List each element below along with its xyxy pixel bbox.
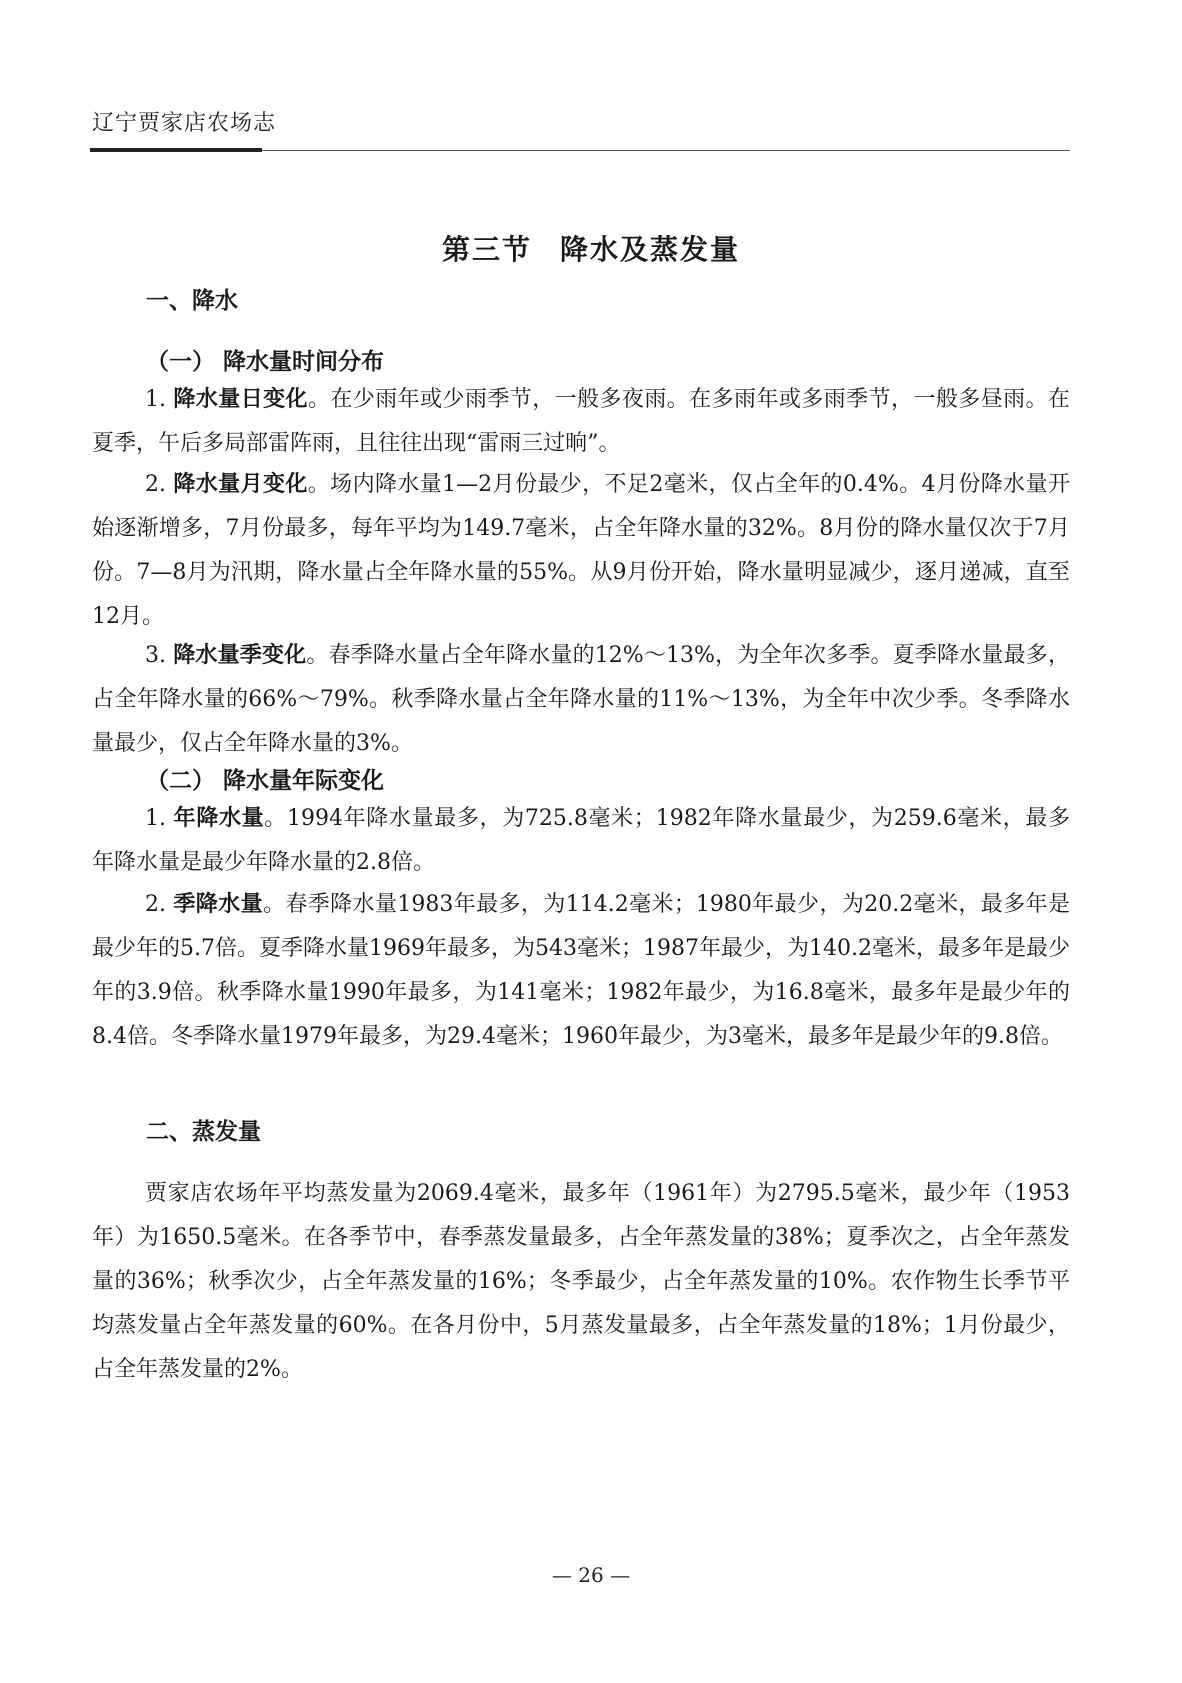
- item-number: 1.: [145, 806, 166, 831]
- item-text: 。场内降水量1—2月份最少，不足2毫米，仅占全年的0.4%。4月份降水量开始逐渐增多，7月份最多，每年平均为149.7毫米，占全年降水量的32%。8月份的降水量仅次于7月份。7—8月为汛期，降水量占全年降水量的55%。从9月份开始，降水量明显减少，逐月递减，直至12月。: [92, 472, 1070, 629]
- page-number: — 26 —: [551, 1563, 631, 1587]
- paragraph-seasonal-change: [92, 633, 1070, 766]
- paragraph-monthly-change: [92, 462, 1070, 639]
- item-term: 降水量季变化: [173, 642, 307, 668]
- item-text: 。春季降水量占全年降水量的12%～13%，为全年次多季。夏季降水量最多，占全年降水量的66%～79%。秋季降水量占全年降水量的11%～13%，为全年中次少季。冬季降水量最少，仅占全年降水量的3%。: [92, 643, 1070, 756]
- item-text: 。在少雨年或少雨季节，一般多夜雨。在多雨年或多雨季节，一般多昼雨。在夏季，午后多局部雷阵雨，且往往出现“雷雨三过晌”。: [92, 387, 1070, 456]
- section-title: [0, 228, 1182, 268]
- item-term: 季降水量: [173, 891, 263, 917]
- paragraph-evaporation: 贾家店农场年平均蒸发量为2069.4毫米，最多年（1961年）为2795.5毫米，最少年（1953年）为1650.5毫米。在各季节中，春季蒸发量最多，占全年蒸发量的38%；夏季次之，占全年蒸发量的36%；秋季次少，占全年蒸发量的16%；冬季最少，占全年蒸发量的10%。农作物生长季节平均蒸发量占全年蒸发量的60%。在各月份中，5月蒸发量最多，占全年蒸发量的18%；1月份最少，占全年蒸发量的2%。: [92, 1181, 1070, 1382]
- header-rule-thick: [90, 148, 262, 152]
- section-name: 降水及蒸发量: [560, 233, 741, 266]
- paragraph-annual-precipitation: [92, 796, 1070, 885]
- item-text: 。春季降水量1983年最多，为114.2毫米；1980年最少，为20.2毫米，最多年是最少年的5.7倍。夏季降水量1969年最多，为543毫米；1987年最少，为140.2毫米，最多年是最少年的3.9倍。秋季降水量1990年最多，为141毫米；1982年最少，为16.8毫米，最多年是最少年的8.4倍。冬季降水量1979年最多，为29.4毫米；1960年最少，为3毫米，最多年是最少年的9.8倍。: [92, 892, 1070, 1049]
- item-term: 降水量日变化: [173, 386, 308, 412]
- item-text: 。1994年降水量最多，为725.8毫米；1982年降水量最少，为259.6毫米，最多年降水量是最少年降水量的2.8倍。: [92, 806, 1070, 875]
- item-number: 2.: [145, 892, 166, 917]
- book-title: 辽宁贾家店农场志: [92, 111, 277, 136]
- subheading-annual-variation: （二） 降水量年际变化: [146, 767, 385, 794]
- item-number: 3.: [145, 643, 166, 668]
- subheading-time-distribution: （一） 降水量时间分布: [146, 348, 385, 375]
- item-term: 年降水量: [173, 805, 265, 831]
- header-rule-thin: [262, 150, 1070, 151]
- section-number: 第三节: [441, 233, 532, 266]
- heading-precipitation: 一、降水: [146, 287, 238, 314]
- item-number: 1.: [145, 387, 166, 412]
- item-number: 2.: [145, 472, 166, 497]
- paragraph-daily-change: [92, 377, 1070, 466]
- item-term: 降水量月变化: [173, 471, 308, 497]
- heading-evaporation: 二、蒸发量: [146, 1118, 261, 1145]
- paragraph-seasonal-precipitation: [92, 882, 1070, 1059]
